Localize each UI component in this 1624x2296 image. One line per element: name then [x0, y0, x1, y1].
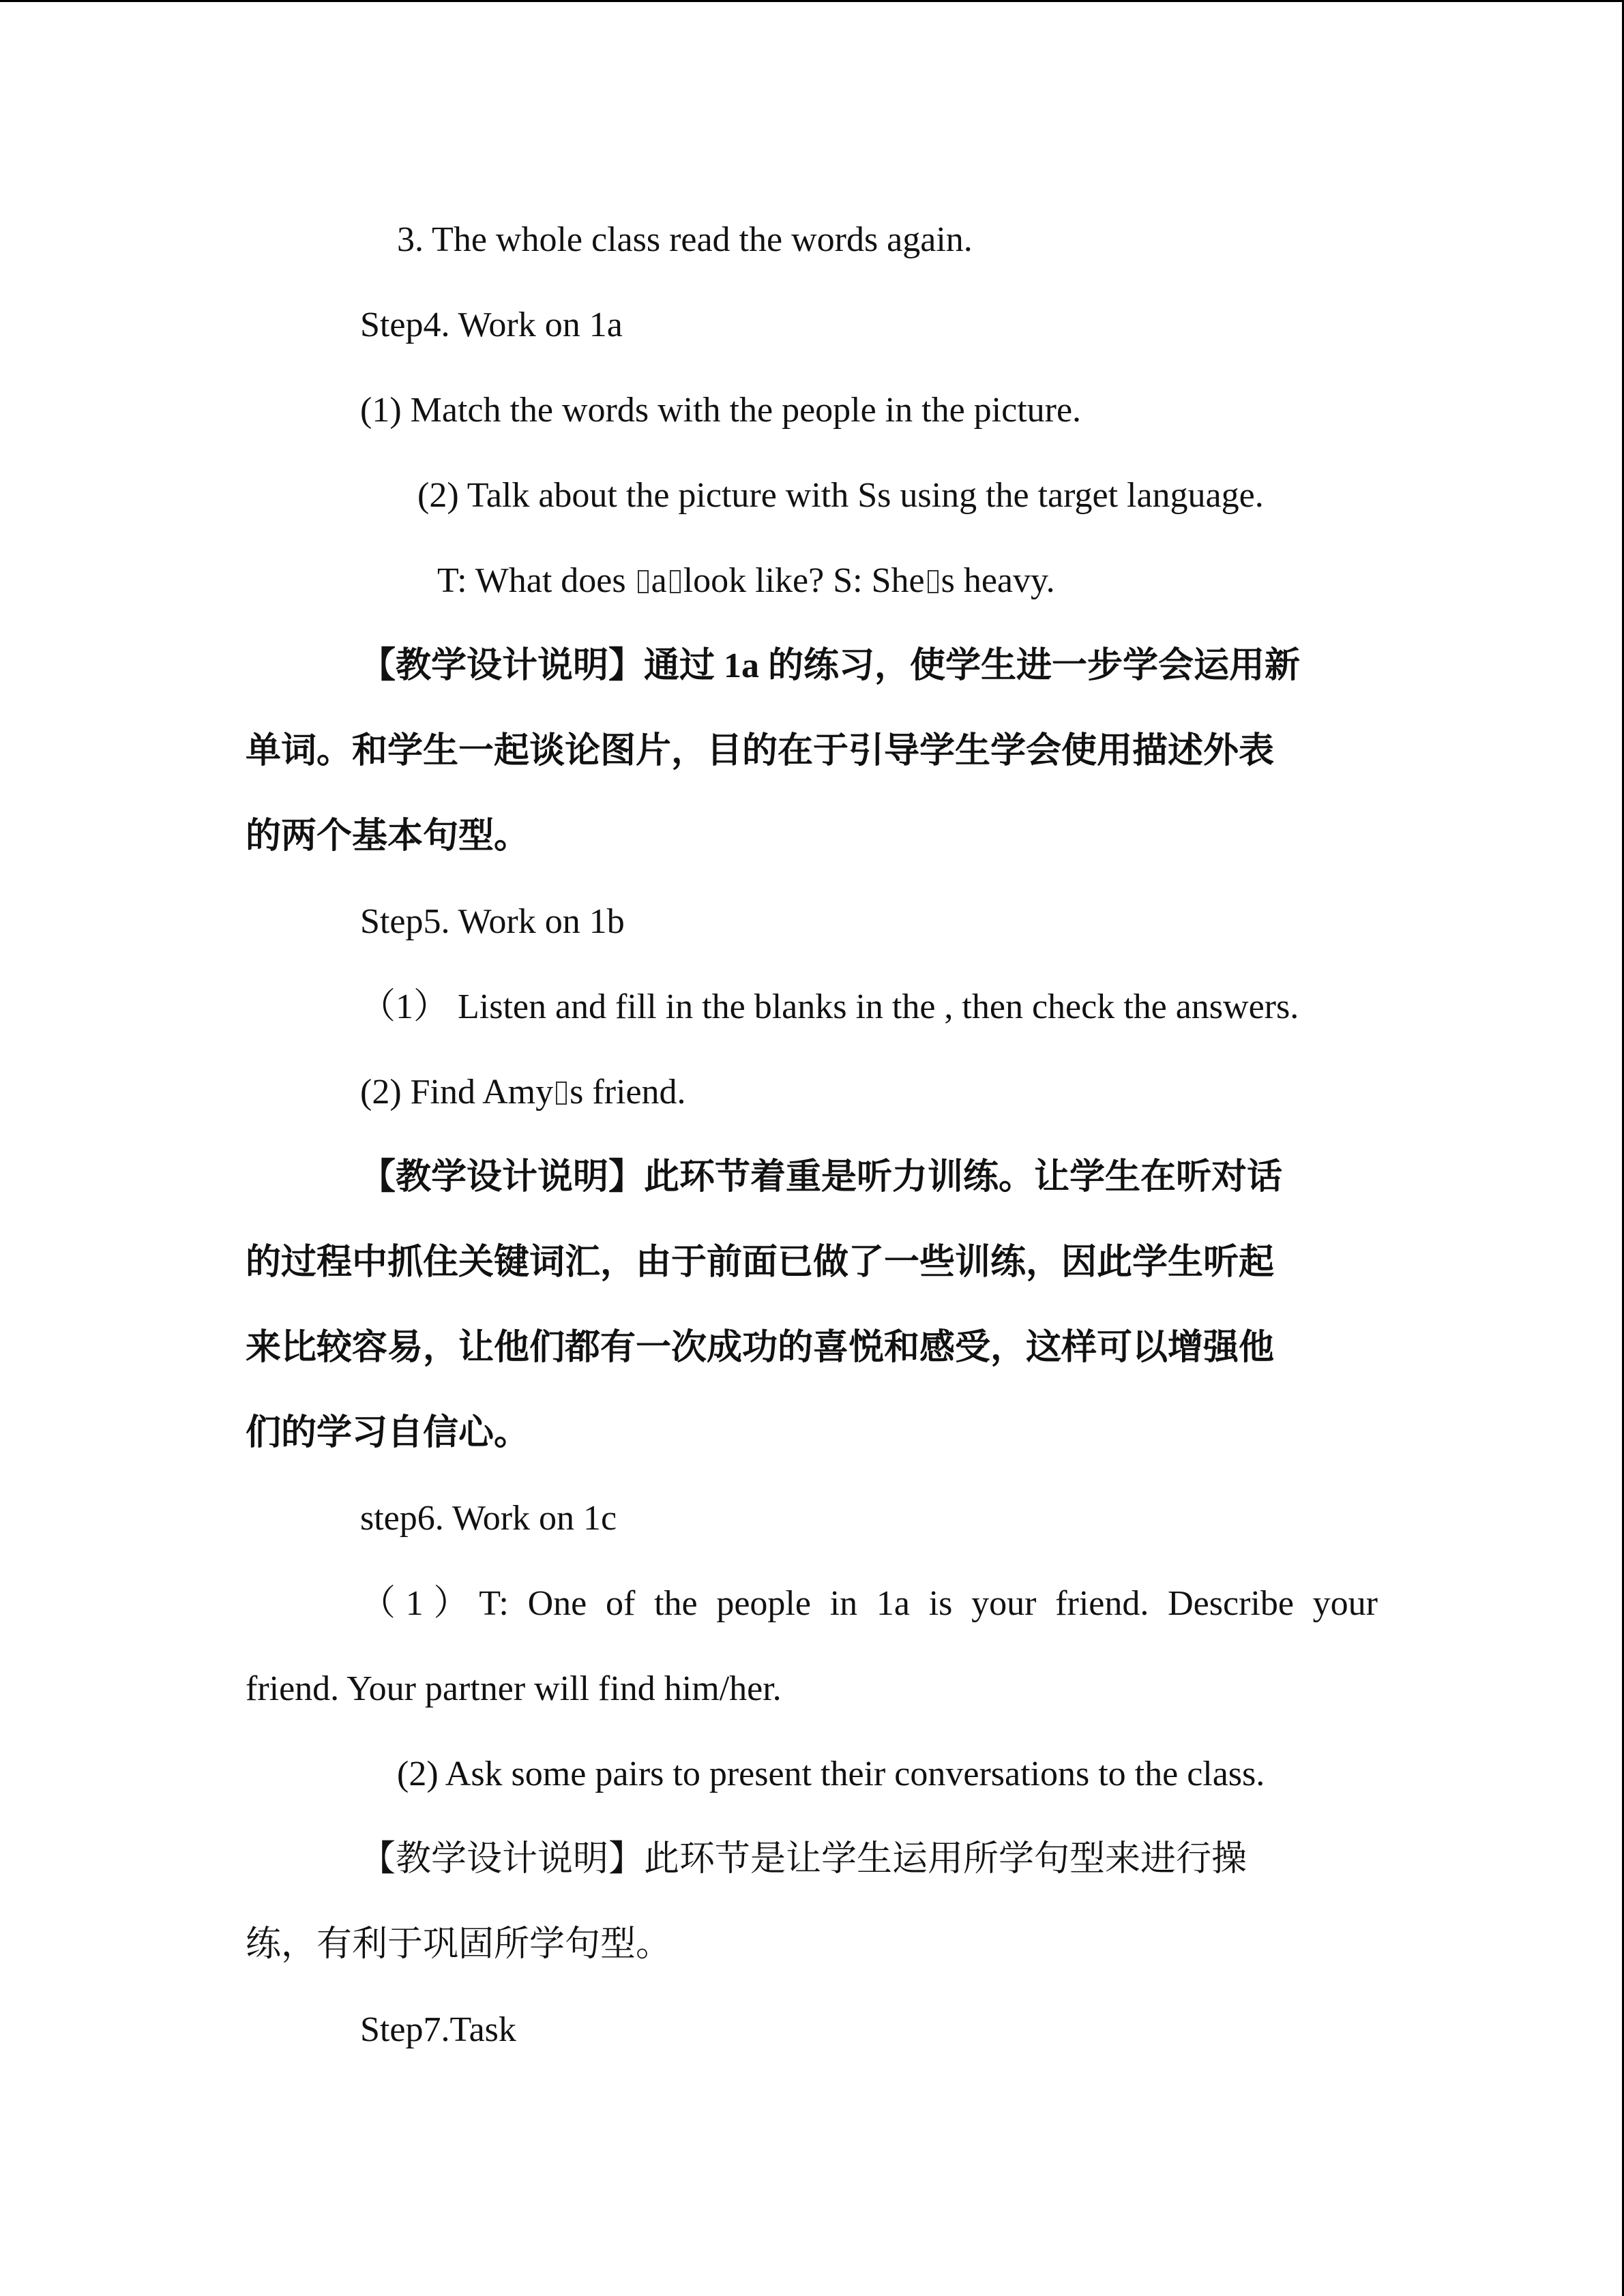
step7-heading: Step7.Task: [360, 2010, 516, 2049]
missing-glyph-icon: [556, 1082, 567, 1105]
text-line-1: 3. The whole class read the words again.: [397, 220, 973, 259]
missing-glyph-icon: [638, 570, 649, 593]
step4-heading: Step4. Work on 1a: [360, 305, 623, 344]
design-note-1-line-1: 【教学设计说明】通过 1a 的练习，使学生进一步学会运用新: [360, 646, 1301, 685]
find-amy-part-2: s friend.: [570, 1073, 686, 1112]
design-note-2-line-3: 来比较容易，让他们都有一次成功的喜悦和感受，这样可以增强他: [246, 1328, 1275, 1367]
design-note-1-line-2: 单词。和学生一起谈论图片，目的在于引导学生学会使用描述外表: [246, 732, 1275, 771]
text-line-4: (2) Talk about the picture with Ss using the target language.: [417, 476, 1264, 515]
dialogue-part-1: T: What does: [437, 561, 626, 600]
dialogue-part-2: a: [651, 561, 667, 600]
design-note-3-line-1: 【教学设计说明】此环节是让学生运用所学句型来进行操: [360, 1840, 1247, 1879]
design-note-2-line-4: 们的学习自信心。: [246, 1414, 530, 1452]
text-line-3: (1) Match the words with the people in the picture.: [360, 391, 1082, 430]
design-note-2-line-2: 的过程中抓住关键词汇，由于前面已做了一些训练，因此学生听起: [246, 1243, 1275, 1282]
design-note-2-line-1: 【教学设计说明】此环节着重是听力训练。让学生在听对话: [360, 1158, 1283, 1197]
step6-heading: step6. Work on 1c: [360, 1499, 617, 1538]
dialogue-part-4: s heavy.: [941, 561, 1055, 600]
text-line-17: （1）T: One of the people in 1a is your friend. Describe your: [360, 1584, 1378, 1623]
text-line-19: (2) Ask some pairs to present their conversations to the class.: [397, 1755, 1265, 1793]
missing-glyph-icon: [928, 570, 939, 593]
step5-heading: Step5. Work on 1b: [360, 902, 625, 941]
dialogue-line: [437, 561, 1055, 601]
dialogue-part-3: look like? S: She: [683, 561, 925, 600]
find-amy-part-1: (2) Find Amy: [360, 1073, 554, 1112]
text-line-10: （1） Listen and fill in the blanks in the , then check the answers.: [360, 987, 1299, 1026]
design-note-3-line-2: 练，有利于巩固所学句型。: [246, 1925, 672, 1964]
text-line-18: friend. Your partner will find him/her.: [246, 1669, 782, 1708]
missing-glyph-icon: [670, 570, 681, 593]
page-border-top: [0, 0, 1624, 2]
text-line-11: [360, 1072, 686, 1113]
design-note-1-line-3: 的两个基本句型。: [246, 817, 530, 856]
